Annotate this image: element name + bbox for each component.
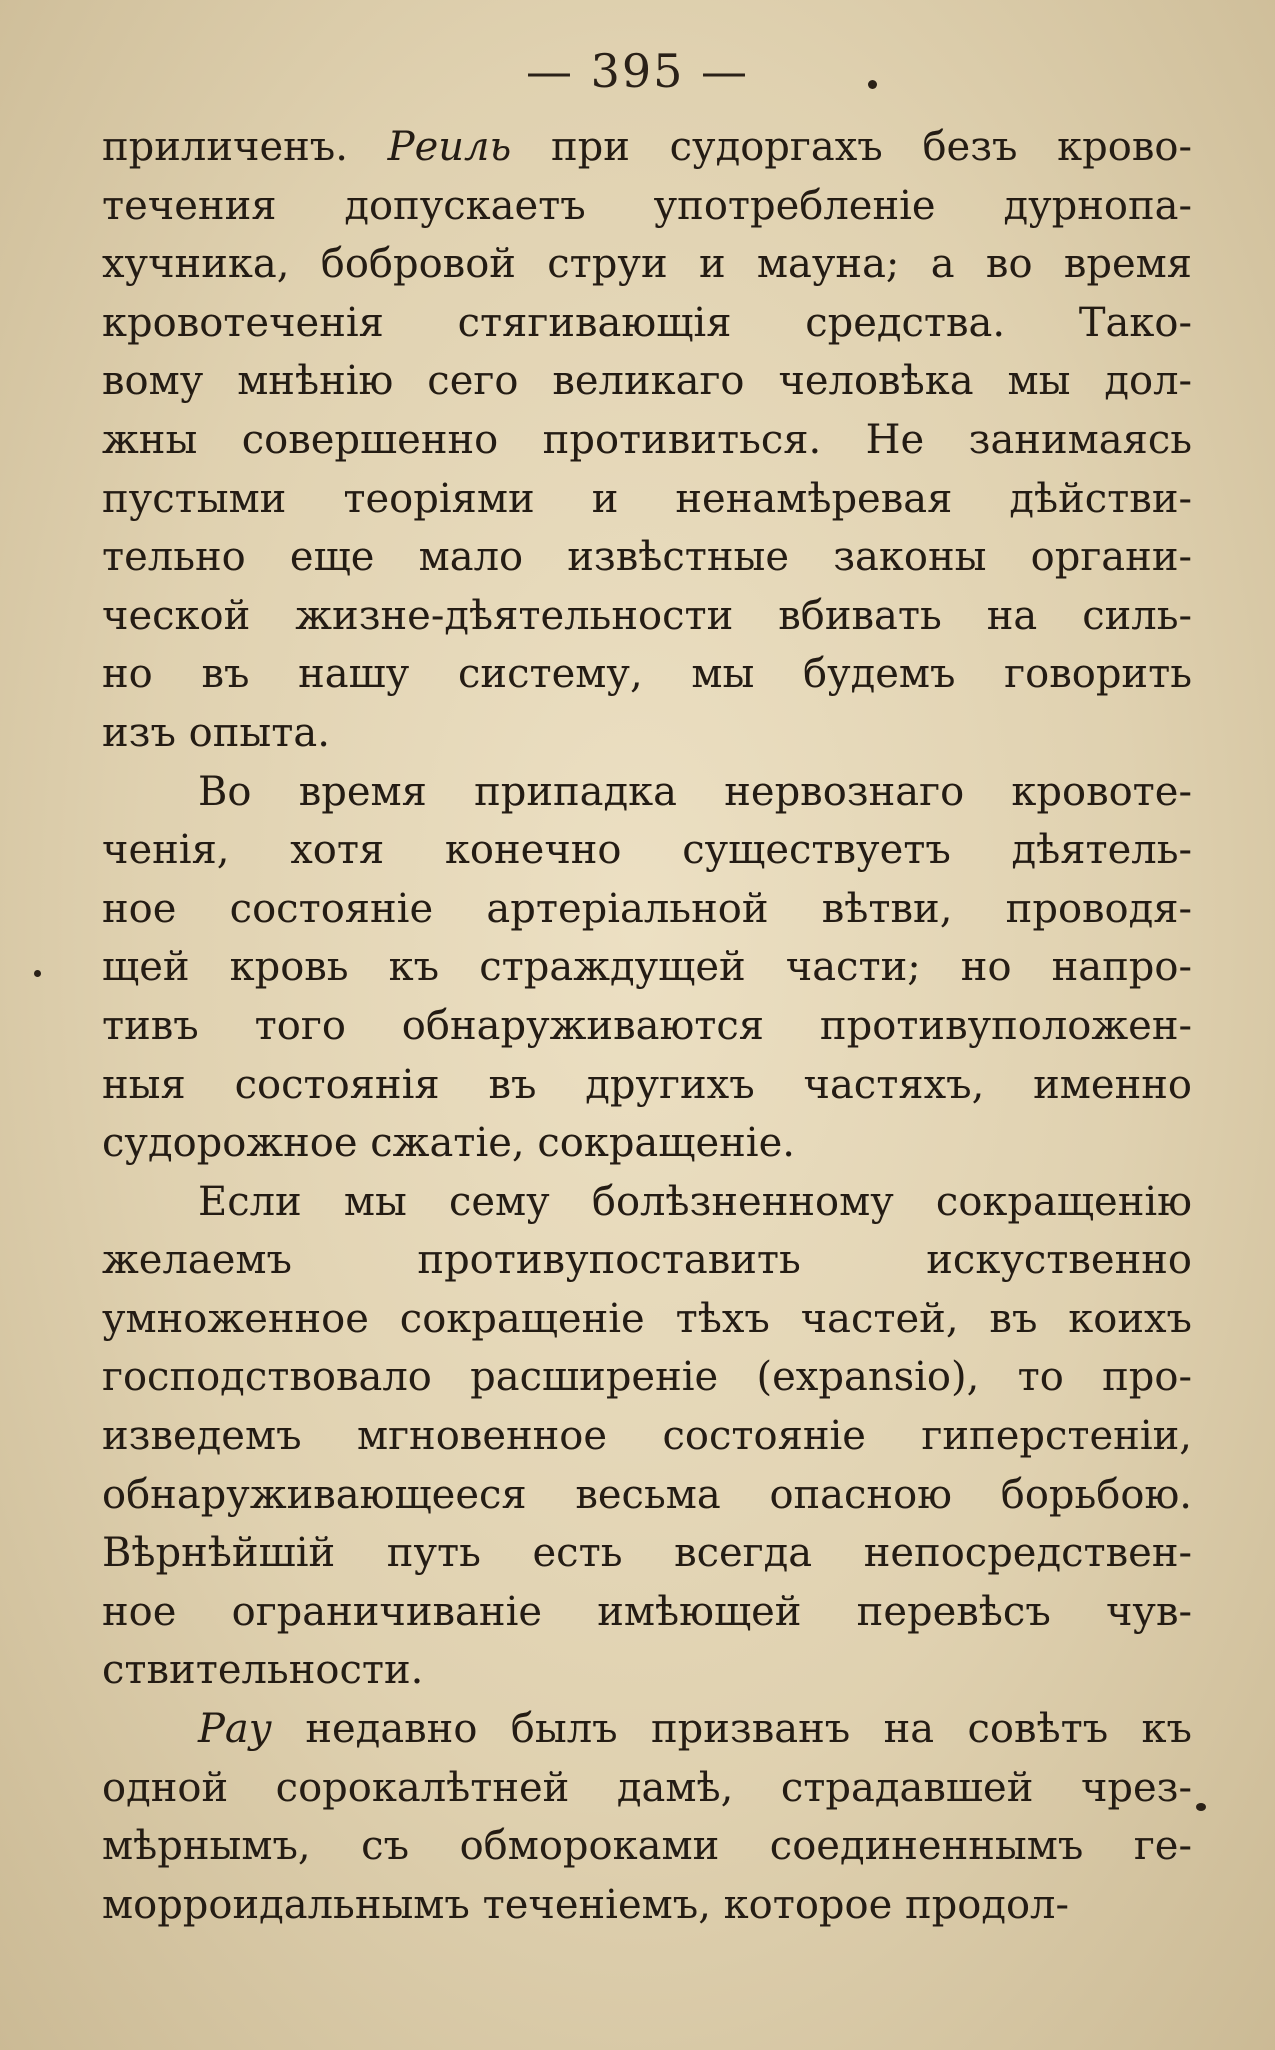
- text-line: [102, 1407, 1192, 1466]
- text-line: [102, 1524, 1192, 1583]
- text-line: [102, 528, 1192, 587]
- text-line: [102, 880, 1192, 939]
- text-line: [102, 470, 1192, 529]
- page-number: — 395 —: [525, 44, 750, 98]
- text-run: при судоргахъ безъ крово-: [511, 124, 1192, 170]
- text-line: [102, 1641, 1192, 1700]
- text-run: морроидальнымъ теченіемъ, которое продол-: [102, 1881, 1069, 1928]
- text-line: [102, 235, 1192, 294]
- text-run: ствительности.: [102, 1647, 424, 1694]
- text-run: тельно еще мало извѣстные законы органи-: [102, 534, 1192, 581]
- text-run: желаемъ противупоставить искуственно: [102, 1237, 1192, 1284]
- text-run: мѣрнымъ, съ обмороками соединеннымъ ге-: [102, 1823, 1192, 1870]
- text-run: ное ограничиваніе имѣющей перевѣсъ чув-: [102, 1588, 1192, 1635]
- text-run: изведемъ мгновенное состояніе гиперстеніи,: [102, 1413, 1192, 1460]
- text-line: [102, 821, 1192, 880]
- text-line: [102, 704, 1192, 763]
- text-line: [102, 1173, 1192, 1232]
- text-line: [102, 587, 1192, 646]
- italic-name: Рау: [198, 1706, 272, 1753]
- text-run: приличенъ.: [102, 124, 388, 170]
- text-line: [102, 118, 1192, 177]
- text-line: [102, 177, 1192, 236]
- text-line: [102, 645, 1192, 704]
- text-line: [102, 1876, 1192, 1935]
- text-line: [102, 1056, 1192, 1115]
- text-run: судорожное сжатіе, сокращеніе.: [102, 1120, 795, 1167]
- text-line: [102, 997, 1192, 1056]
- text-run: течения допускаетъ употребленіе дурнопа-: [102, 182, 1192, 229]
- text-run: господствовало расширеніе (expansio), то про-: [102, 1354, 1192, 1401]
- text-run: ческой жизне-дѣятельности вбивать на силь-: [102, 592, 1192, 639]
- text-run: пустыми теоріями и ненамѣревая дѣйстви-: [102, 475, 1192, 522]
- text-line: [102, 938, 1192, 997]
- text-line: [102, 411, 1192, 470]
- text-run: но въ нашу систему, мы будемъ говорить: [102, 651, 1192, 698]
- text-line: [102, 1348, 1192, 1407]
- text-run: кровотеченія стягивающія средства. Тако-: [102, 299, 1192, 346]
- paragraph: [102, 1700, 1192, 1934]
- text-run: ныя состоянія въ другихъ частяхъ, именно: [102, 1061, 1192, 1108]
- italic-name: Реиль: [387, 124, 512, 170]
- text-run: изъ опыта.: [102, 709, 330, 756]
- text-run: ченія, хотя конечно существуетъ дѣятель-: [102, 827, 1192, 874]
- text-line: [102, 1466, 1192, 1525]
- text-run: умноженное сокращеніе тѣхъ частей, въ коихъ: [102, 1295, 1192, 1342]
- paragraph: [102, 118, 1192, 763]
- text-run: Во время припадка нервознаго кровоте-: [198, 768, 1192, 815]
- paragraph: [102, 1173, 1192, 1700]
- text-run: Если мы сему болѣзненному сокращенію: [198, 1178, 1192, 1225]
- ink-speck: [34, 970, 41, 977]
- text-run: тивъ того обнаруживаются противуположен-: [102, 1002, 1192, 1049]
- text-line: [102, 1700, 1192, 1759]
- text-run: жны совершенно противиться. Не занимаясь: [102, 416, 1192, 463]
- text-run: хучника, бобровой струи и мауна; а во время: [102, 241, 1192, 288]
- text-line: [102, 1114, 1192, 1173]
- text-line: [102, 1759, 1192, 1818]
- text-line: [102, 352, 1192, 411]
- text-line: [102, 294, 1192, 353]
- text-line: [102, 1231, 1192, 1290]
- text-line: [102, 1817, 1192, 1876]
- text-line: [102, 1290, 1192, 1349]
- text-line: [102, 1583, 1192, 1642]
- text-run: недавно былъ призванъ на совѣтъ къ: [271, 1706, 1192, 1753]
- text-run: ное состояніе артеріальной вѣтви, проводя-: [102, 885, 1192, 932]
- text-line: [102, 763, 1192, 822]
- text-run: щей кровь къ страждущей части; но напро-: [102, 944, 1192, 991]
- ink-speck: [868, 80, 877, 89]
- ink-speck: [1196, 1803, 1206, 1811]
- text-run: одной сорокалѣтней дамѣ, страдавшей чрез-: [102, 1764, 1192, 1811]
- body-text: [102, 118, 1192, 1934]
- text-run: Вѣрнѣйшій путь есть всегда непосредствен-: [102, 1530, 1192, 1577]
- paragraph: [102, 763, 1192, 1173]
- text-run: обнаруживающееся весьма опасною борьбою.: [102, 1471, 1192, 1518]
- text-run: вому мнѣнію сего великаго человѣка мы дол-: [102, 358, 1192, 405]
